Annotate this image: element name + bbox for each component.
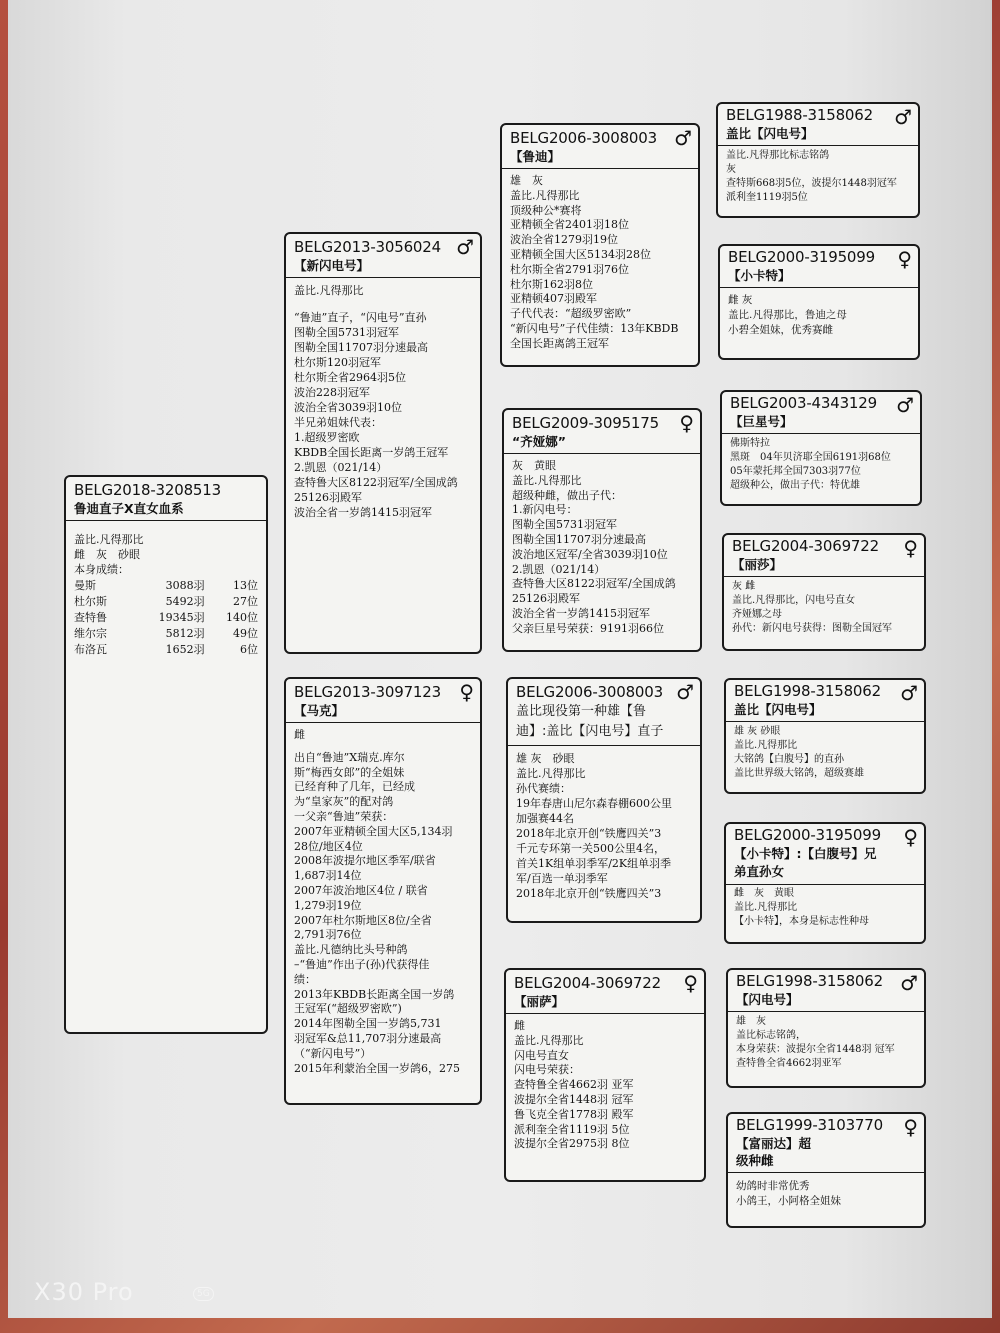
camera-5g-badge: 5G [193, 1287, 214, 1301]
card-line: 2,791羽76位 [294, 928, 362, 942]
card-line: 图勒全国5731羽冠军 [512, 518, 617, 532]
card-line: 本身荣获：波提尔全省1448羽 冠军 [736, 1044, 895, 1055]
card-line: 本身成绩： [74, 563, 129, 576]
bird-name: 【小卡特】 [728, 268, 791, 283]
card-line: 2.凯恩（021/14） [294, 461, 388, 474]
card-line: 2007年波治地区4位 / 联省 [294, 883, 428, 897]
ring-number: BELG2006-3008003 [516, 683, 663, 701]
stat-place: 维尔宗 [74, 627, 107, 640]
card-line: 羽冠军&总11,707羽分速最高 [294, 1031, 442, 1045]
card-header [286, 234, 480, 278]
bird-name: 鲁迪直子X直女血系 [74, 501, 184, 516]
card-line: 盖比.凡得那比 [514, 1033, 584, 1047]
pedigree-card-dam-dam [504, 968, 706, 1182]
card-line: 超级种公，做出子代：特优雄 [730, 480, 860, 491]
female-icon: ♀ [459, 680, 474, 704]
card-line: 已经育种了几年，已经成 [294, 780, 415, 794]
card-line: 雄 灰 砂眼 [734, 726, 781, 737]
card-line: 派利奎全省1119羽 5位 [514, 1122, 630, 1136]
card-header [508, 679, 700, 746]
card-line: 2013年KBDB长距离全国一岁鸽 [294, 987, 455, 1001]
card-header [726, 824, 924, 885]
card-line: 盖比.凡得那比 [734, 902, 798, 913]
card-line: 2018年北京开创“铁鹰四关”3 [516, 887, 662, 900]
ring-number: BELG1999-3103770 [736, 1116, 883, 1134]
female-icon: ♀ [903, 825, 918, 849]
card-line: 灰 [726, 164, 736, 175]
card-body [504, 454, 700, 642]
ring-number: BELG2013-3056024 [294, 238, 441, 256]
stat-rank: 140位 [226, 611, 258, 624]
card-line: 波治全省一岁鸽1415羽冠军 [294, 506, 432, 519]
table-row [74, 594, 258, 610]
stat-place: 曼斯 [74, 579, 96, 592]
card-line: 雌 灰 黄眼 [734, 888, 794, 899]
card-line: 为“皇家灰”的配对鸽 [294, 795, 394, 809]
card-line: 灰 雌 [732, 581, 756, 592]
male-icon: ♂ [900, 681, 918, 705]
card-body [726, 885, 924, 934]
card-body [726, 722, 924, 786]
card-line: 查特鲁大区8122羽冠军/全国成鸽 [512, 577, 676, 591]
card-line: 波治地区冠军/全省3039羽10位 [512, 547, 668, 561]
card-line: 查特鲁全省4662羽 亚军 [514, 1078, 634, 1092]
card-line: 加强赛44名 [516, 812, 574, 825]
bird-name: “齐娅娜” [512, 434, 566, 449]
stat-birds: 1652羽 [165, 643, 205, 656]
card-line: 雄 灰 砂眼 [516, 752, 575, 765]
card-line: 王冠军(“超级罗密欧”) [294, 1002, 402, 1016]
stat-birds: 3088羽 [165, 579, 205, 592]
card-line: 杜尔斯全省2964羽5位 [294, 371, 406, 384]
card-line: 灰 黄眼 [512, 459, 556, 472]
card-body [718, 146, 918, 210]
card-line: 2014年图勒全国一岁鸽5,731 [294, 1017, 442, 1031]
card-header [66, 477, 266, 521]
race-results-table [74, 578, 258, 658]
bird-name: 【小卡特】:【白腹号】兄弟直孙女 [734, 846, 877, 879]
card-line: 超级种雌，做出子代： [512, 488, 622, 502]
card-header [726, 680, 924, 722]
ring-number: BELG1988-3158062 [726, 106, 873, 124]
ring-number: BELG1998-3158062 [736, 972, 883, 990]
bird-name: 【富丽达】超级种雌 [736, 1136, 812, 1168]
card-line: 波治全省1279羽19位 [510, 233, 618, 247]
card-line: 斯“梅西女郎”的全姐妹 [294, 765, 405, 779]
card-line: 1,279羽19位 [294, 898, 362, 912]
card-line: 盖比.凡德纳比头号种鸽 [294, 943, 408, 957]
pedigree-card-ddd [726, 1112, 926, 1228]
card-line: 盖比.凡得那比，鲁迪之母 [728, 309, 847, 321]
card-header [728, 1114, 924, 1173]
bird-name: 【马克】 [294, 703, 345, 718]
pedigree-card-root [64, 475, 268, 1034]
pedigree-card-sss [716, 102, 920, 218]
card-line: 查特斯668羽5位，波提尔1448羽冠军 [726, 178, 897, 189]
pedigree-card-ssd [718, 244, 920, 360]
card-line: 2007年亚精顿全国大区5,134羽 [294, 824, 453, 838]
ring-number: BELG2000-3195099 [728, 248, 875, 266]
camera-watermark: X30 Pro [34, 1278, 134, 1306]
card-line: 2018年北京开创“铁鹰四关”3 [516, 827, 662, 840]
card-line: 19年春唐山尼尔森春棚600公里 [516, 797, 672, 810]
card-line: 孙代赛绩： [516, 782, 571, 795]
ring-number: BELG2004-3069722 [514, 974, 661, 992]
card-line: 小鸽王，小阿格全姐妹 [736, 1195, 841, 1207]
card-line: 盖比标志铭鸽， [736, 1030, 806, 1041]
stat-place: 杜尔斯 [74, 595, 107, 608]
pedigree-card-sds [720, 390, 922, 506]
card-header [728, 970, 924, 1012]
female-icon: ♀ [683, 971, 698, 995]
pedigree-card-dss [724, 678, 926, 794]
card-line: 1.超级罗密欧 [294, 431, 360, 444]
card-line: 雌 灰 [728, 294, 753, 306]
stat-birds: 5492羽 [165, 595, 205, 608]
card-line: 雄 灰 [510, 174, 543, 187]
card-line: 盖比.凡得那比 [74, 533, 144, 546]
card-line: 大铭鸽【白腹号】的直孙 [734, 754, 844, 765]
card-header [720, 246, 918, 288]
pedigree-card-sdd [722, 533, 926, 651]
card-line: 杜尔斯全省2791羽76位 [510, 262, 629, 276]
card-line: 幼鸽时非常优秀 [736, 1180, 810, 1192]
female-icon: ♀ [679, 411, 694, 435]
male-icon: ♂ [456, 235, 474, 259]
card-line: 出自“鲁迪”X瑞克.库尔 [294, 750, 405, 764]
ring-number: BELG1998-3158062 [734, 682, 881, 700]
card-line: 黑斑 04年贝济耶全国6191羽68位 [730, 452, 891, 463]
pedigree-card-sire-dam [502, 408, 702, 652]
card-line: 25126羽殿军 [512, 592, 580, 606]
card-line: 图勒全国11707羽分速最高 [512, 532, 646, 546]
card-line: 鲁飞克全省1778羽 殿军 [514, 1107, 634, 1121]
card-body [506, 1014, 704, 1157]
pedigree-card-dam-sire [506, 677, 702, 923]
card-body [720, 288, 918, 343]
card-line: 雄 灰 [736, 1016, 766, 1027]
bird-name: 盖比【闪电号】 [734, 702, 822, 717]
ring-number: BELG2000-3195099 [734, 826, 881, 844]
card-line: 盖比.凡得那比 [512, 473, 582, 487]
card-line: 盖比.凡得那比 [516, 767, 586, 780]
card-line: 28位/地区4位 [294, 839, 363, 853]
card-line: 顶级种公*赛将 [510, 203, 582, 217]
stat-place: 查特鲁 [74, 611, 107, 624]
card-line: 父亲巨星号荣获：9191羽66位 [512, 621, 664, 635]
card-line: 波治全省3039羽10位 [294, 401, 402, 414]
card-line: 半兄弟姐妹代表： [294, 416, 382, 429]
bird-name: 【闪电号】 [736, 992, 799, 1007]
card-line: 05年蒙托邦全国7303羽77位 [730, 466, 861, 477]
card-line: （“新闪电号”） [294, 1046, 372, 1060]
card-line: 全国长距离鸽王冠军 [510, 336, 609, 350]
male-icon: ♂ [900, 971, 918, 995]
card-line: 雌 [514, 1019, 525, 1032]
card-body [502, 169, 698, 357]
card-line: 雌 灰 砂眼 [74, 548, 140, 561]
card-header [722, 392, 920, 434]
female-icon: ♀ [903, 536, 918, 560]
card-line: 2008年波提尔地区季军/联省 [294, 854, 436, 868]
card-line: 盖比.凡得那比标志铭鸽 [726, 150, 830, 161]
pedigree-card-dam [284, 677, 482, 1105]
card-line: 佛斯特拉 [730, 438, 770, 449]
card-body [728, 1012, 924, 1076]
card-line: 2007年杜尔斯地区8位/全省 [294, 913, 432, 927]
bird-name: 【鲁迪】 [510, 149, 561, 164]
card-header [718, 104, 918, 146]
card-line: 2015年利蒙治全国一岁鸽6，275 [294, 1061, 460, 1075]
stat-rank: 27位 [233, 595, 258, 608]
card-body [724, 577, 924, 641]
card-line: 杜尔斯162羽8位 [510, 277, 593, 291]
card-line: 波治228羽冠军 [294, 386, 370, 399]
card-line: 图勒全国5731羽冠军 [294, 326, 399, 339]
card-body [66, 521, 266, 663]
card-line: 军/百选一单羽季军 [516, 872, 608, 885]
female-icon: ♀ [903, 1115, 918, 1139]
card-header [502, 125, 698, 169]
card-line: 盖比世界级大铭鸽，超级赛雄 [734, 768, 864, 779]
stat-rank: 49位 [233, 627, 258, 640]
pedigree-card-dsd [724, 822, 926, 944]
card-line: 波治全省一岁鸽1415羽冠军 [512, 606, 650, 620]
male-icon: ♂ [894, 105, 912, 129]
card-body [728, 1173, 924, 1214]
card-line: 图勒全国11707羽分速最高 [294, 341, 428, 354]
card-line: 盖比.凡得那比，闪电号直女 [732, 595, 856, 606]
stat-rank: 13位 [233, 579, 258, 592]
card-line: “新闪电号”子代佳绩：13年KBDB [510, 321, 679, 335]
pedigree-card-sire [284, 232, 482, 654]
stat-birds: 5812羽 [165, 627, 205, 640]
card-line: 1.新闪电号： [512, 503, 578, 517]
male-icon: ♂ [896, 393, 914, 417]
card-line: 25126羽殿军 [294, 491, 362, 504]
card-line: 孙代：新闪电号获得：图勒全国冠军 [732, 623, 892, 634]
card-line: 2.凯恩（021/14） [512, 562, 606, 576]
card-line: 波提尔全省1448羽 冠军 [514, 1092, 634, 1106]
card-line: 盖比.凡得那比 [510, 188, 580, 202]
bird-name: 【新闪电号】 [294, 258, 370, 273]
card-line: 查特鲁全省4662羽亚军 [736, 1058, 842, 1069]
female-icon: ♀ [897, 247, 912, 271]
bird-name: 盖比现役第一种雄【鲁迪】:盖比【闪电号】直子 [516, 704, 664, 739]
bird-name: 【丽莎】 [732, 557, 783, 572]
ring-number: BELG2006-3008003 [510, 129, 657, 147]
card-line: 子代代表：“超级罗密欧” [510, 307, 632, 321]
card-line: 亚精顿全省2401羽18位 [510, 218, 629, 232]
card-line: “鲁迪”直子，“闪电号”直孙 [294, 311, 427, 324]
table-row [74, 626, 258, 642]
card-header [504, 410, 700, 454]
ring-number: BELG2004-3069722 [732, 537, 879, 555]
card-line: 杜尔斯120羽冠军 [294, 356, 381, 369]
card-line: 齐娅娜之母 [732, 609, 782, 620]
ring-number: BELG2009-3095175 [512, 414, 659, 432]
male-icon: ♂ [674, 126, 692, 150]
card-line: 雌 [294, 728, 305, 741]
bird-name: 【巨星号】 [730, 414, 793, 429]
ring-number: BELG2003-4343129 [730, 394, 877, 412]
card-header [286, 679, 480, 723]
card-line: 小碧全姐妹，优秀赛雌 [728, 324, 833, 336]
ring-number: BELG2013-3097123 [294, 683, 441, 701]
table-row [74, 610, 258, 626]
card-line: 亚精顿全国大区5134羽28位 [510, 247, 651, 261]
bird-name: 【丽萨】 [514, 994, 565, 1009]
card-line: 千元专环第一关500公里4名， [516, 842, 665, 855]
card-line: 【小卡特】，本身是标志性种母 [734, 916, 869, 927]
card-line: 闪电号直女 [514, 1048, 569, 1062]
card-line: 闪电号荣获： [514, 1063, 580, 1077]
card-line: 盖比.凡得那比 [294, 284, 364, 297]
card-header [506, 970, 704, 1014]
bird-name: 盖比【闪电号】 [726, 126, 814, 141]
male-icon: ♂ [676, 680, 694, 704]
stat-birds: 19345羽 [158, 611, 205, 624]
card-line: 1,687羽14位 [294, 869, 362, 883]
card-line: 首关1K组单羽季军/2K组单羽季 [516, 857, 672, 870]
card-line: 亚精顿407羽殿军 [510, 292, 597, 306]
card-body [508, 746, 700, 906]
stat-place: 布洛瓦 [74, 643, 107, 656]
table-row [74, 578, 258, 594]
card-body [286, 723, 480, 1081]
card-line: 波提尔全省2975羽 8位 [514, 1137, 630, 1151]
card-line: 绩： [294, 972, 316, 986]
card-line: 派利奎1119羽5位 [726, 192, 808, 203]
card-line: KBDB全国长距离一岁鸽王冠军 [294, 446, 449, 459]
card-line: 查特鲁大区8122羽冠军/全国成鸽 [294, 476, 458, 489]
card-line: 一父亲“鲁迪”荣获： [294, 809, 394, 823]
card-line: –“鲁迪”作出子(孙)代获得佳 [294, 957, 430, 971]
pedigree-card-dds [726, 968, 926, 1088]
card-body [286, 278, 480, 525]
stat-rank: 6位 [240, 643, 258, 656]
pedigree-card-sire-sire [500, 123, 700, 367]
card-line: 盖比.凡得那比 [734, 740, 798, 751]
table-row [74, 642, 258, 658]
card-body [722, 434, 920, 498]
ring-number: BELG2018-3208513 [74, 481, 221, 499]
card-header [724, 535, 924, 577]
